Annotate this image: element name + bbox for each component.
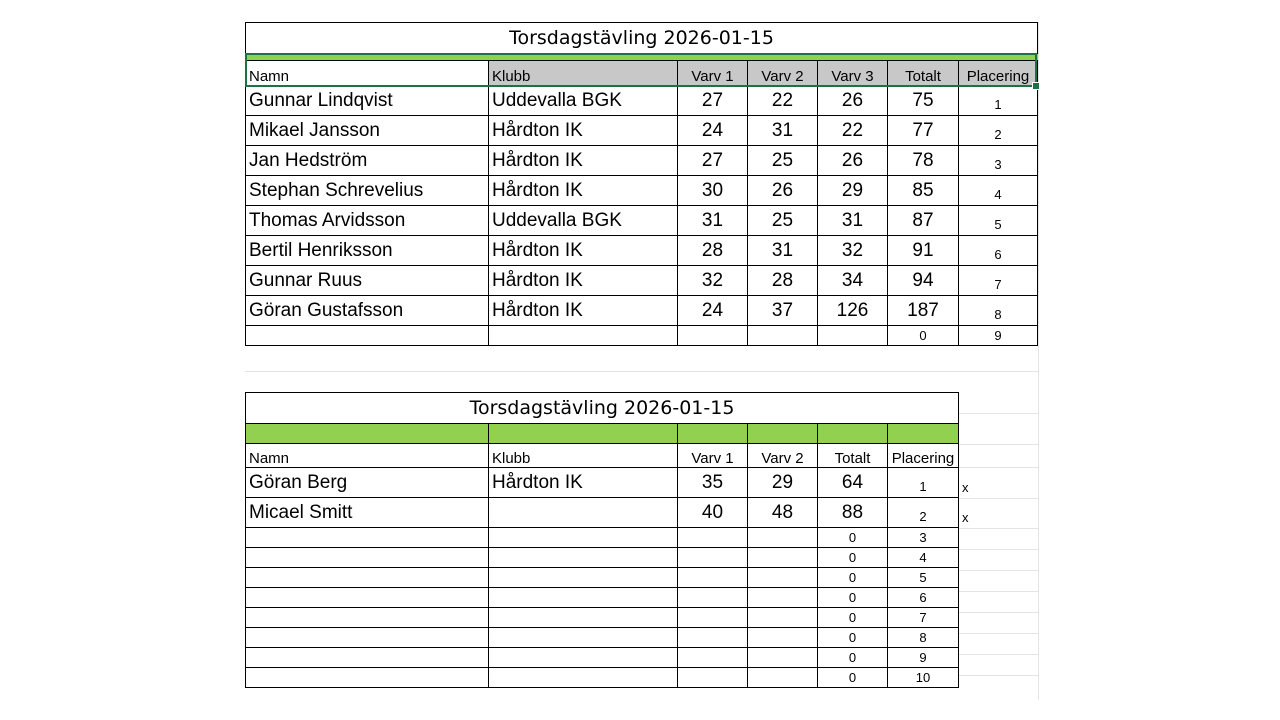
table2-header-cell[interactable]: Placering [888, 444, 959, 468]
table1-cell[interactable]: 4 [959, 176, 1038, 206]
gridline [245, 371, 1039, 372]
table2-cell[interactable] [678, 648, 748, 668]
table2-cell[interactable]: 6 [888, 588, 959, 608]
gridline [1038, 22, 1039, 700]
table2-cell[interactable] [678, 528, 748, 548]
table-row [246, 548, 959, 568]
gridline [959, 549, 1039, 550]
table1-cell[interactable]: 28 [748, 266, 818, 296]
table2-cell[interactable]: 0 [818, 648, 888, 668]
table1-cell[interactable]: Hårdton IK [489, 176, 678, 206]
table2-cell[interactable]: 8 [888, 628, 959, 648]
gridline [959, 467, 1039, 468]
table2-cell[interactable] [748, 548, 818, 568]
table1-cell[interactable]: Gunnar Lindqvist [246, 86, 489, 116]
table2-cell[interactable]: 0 [818, 628, 888, 648]
table1-cell[interactable]: 30 [678, 176, 748, 206]
table2-green-cell[interactable] [489, 424, 678, 444]
table2-green-band [246, 424, 959, 444]
table1-cell[interactable]: 27 [678, 86, 748, 116]
table1-cell[interactable]: 75 [888, 86, 959, 116]
table2-cell[interactable] [748, 648, 818, 668]
table-row [246, 528, 959, 548]
table2-cell[interactable]: 0 [818, 608, 888, 628]
table1-cell[interactable]: Gunnar Ruus [246, 266, 489, 296]
table2-cell[interactable] [748, 608, 818, 628]
table2-cell[interactable] [748, 568, 818, 588]
table2-cell[interactable]: Hårdton IK [489, 468, 678, 498]
table1-cell[interactable]: 22 [818, 116, 888, 146]
table1-cell[interactable]: 34 [818, 266, 888, 296]
row-marker[interactable]: x [962, 510, 969, 525]
table2-cell[interactable] [246, 608, 489, 628]
table1-cell[interactable]: Mikael Jansson [246, 116, 489, 146]
table2-cell[interactable] [678, 548, 748, 568]
table1-cell[interactable]: Hårdton IK [489, 146, 678, 176]
table2-cell[interactable] [489, 648, 678, 668]
table2-cell[interactable] [678, 608, 748, 628]
table2-cell[interactable] [489, 588, 678, 608]
table1-cell[interactable]: 87 [888, 206, 959, 236]
table1-cell[interactable]: 187 [888, 296, 959, 326]
gridline [959, 591, 1039, 592]
table1-cell[interactable]: Stephan Schrevelius [246, 176, 489, 206]
table1-cell[interactable] [748, 326, 818, 346]
table1-cell[interactable]: 28 [678, 236, 748, 266]
table1-cell[interactable]: 94 [888, 266, 959, 296]
table2-cell[interactable]: 4 [888, 548, 959, 568]
table2-cell[interactable] [489, 568, 678, 588]
table2-cell[interactable] [678, 588, 748, 608]
table1-cell[interactable]: 32 [678, 266, 748, 296]
table2-title[interactable]: Torsdagstävling 2026-01-15 [246, 393, 959, 424]
table2-header-cell[interactable]: Varv 1 [678, 444, 748, 468]
table2-cell[interactable]: 0 [818, 568, 888, 588]
table1-cell[interactable]: Jan Hedström [246, 146, 489, 176]
table2-cell[interactable]: 5 [888, 568, 959, 588]
results-table-2 [245, 392, 959, 688]
table1-cell[interactable]: 91 [888, 236, 959, 266]
table2-cell[interactable] [748, 528, 818, 548]
table1-header-row [246, 61, 1038, 86]
table2-cell[interactable] [748, 588, 818, 608]
table-row [246, 588, 959, 608]
table-row [246, 668, 959, 688]
results-table-1 [245, 22, 1038, 346]
table2-cell[interactable]: 0 [818, 528, 888, 548]
table2-header-cell[interactable]: Varv 2 [748, 444, 818, 468]
table2-cell[interactable] [246, 588, 489, 608]
table1-cell[interactable]: 85 [888, 176, 959, 206]
table2-cell[interactable] [489, 498, 678, 528]
table1-title[interactable]: Torsdagstävling 2026-01-15 [246, 23, 1038, 54]
table1-cell[interactable]: 0 [888, 326, 959, 346]
table1-cell[interactable]: 26 [748, 176, 818, 206]
table2-cell[interactable]: 35 [678, 468, 748, 498]
table2-cell[interactable] [489, 668, 678, 688]
table2-cell[interactable]: 3 [888, 528, 959, 548]
table2-cell[interactable]: Göran Berg [246, 468, 489, 498]
table1-cell[interactable]: 37 [748, 296, 818, 326]
table1-cell[interactable] [818, 326, 888, 346]
table1-header-cell[interactable]: Placering [959, 61, 1038, 86]
table-row [246, 116, 1038, 146]
table1-cell[interactable]: Hårdton IK [489, 116, 678, 146]
table2-cell[interactable]: 40 [678, 498, 748, 528]
table1-header-cell[interactable]: Varv 2 [748, 61, 818, 86]
table-row [246, 498, 959, 528]
gridline [959, 570, 1039, 571]
table1-cell[interactable]: 9 [959, 326, 1038, 346]
table-row [246, 326, 1038, 346]
table2-cell[interactable]: 9 [888, 648, 959, 668]
table1-cell[interactable]: 22 [748, 86, 818, 116]
table2-cell[interactable] [246, 648, 489, 668]
table1-cell[interactable]: 6 [959, 236, 1038, 266]
table1-cell[interactable]: 31 [748, 116, 818, 146]
table2-cell[interactable]: 0 [818, 588, 888, 608]
table1-cell[interactable]: 5 [959, 206, 1038, 236]
table1-cell[interactable]: 29 [818, 176, 888, 206]
table1-cell[interactable]: 3 [959, 146, 1038, 176]
table1-cell[interactable]: 26 [818, 146, 888, 176]
gridline [959, 413, 1039, 414]
table-row [246, 176, 1038, 206]
table2-cell[interactable] [489, 628, 678, 648]
table2-cell[interactable] [748, 668, 818, 688]
table-row [246, 608, 959, 628]
table1-cell[interactable]: 77 [888, 116, 959, 146]
table2-green-cell[interactable] [678, 424, 748, 444]
table1-header-cell[interactable]: Namn [246, 61, 489, 86]
gridline [959, 444, 1039, 445]
table1-header-cell[interactable]: Varv 1 [678, 61, 748, 86]
table1-green-band[interactable] [246, 54, 1038, 61]
table2-cell[interactable] [748, 628, 818, 648]
table2-header-row [246, 444, 959, 468]
table2-header-cell[interactable]: Klubb [489, 444, 678, 468]
table2-cell[interactable]: Micael Smitt [246, 498, 489, 528]
table2-cell[interactable] [678, 628, 748, 648]
table1-cell[interactable]: 31 [748, 236, 818, 266]
table-row [246, 146, 1038, 176]
table1-cell[interactable]: 8 [959, 296, 1038, 326]
table1-cell[interactable] [489, 326, 678, 346]
table1-cell[interactable]: 26 [818, 86, 888, 116]
table2-cell[interactable] [246, 628, 489, 648]
table2-cell[interactable]: 88 [818, 498, 888, 528]
table-row [246, 296, 1038, 326]
table2-green-cell[interactable] [246, 424, 489, 444]
table1-cell[interactable]: 78 [888, 146, 959, 176]
table-row [246, 568, 959, 588]
table1-cell[interactable]: 24 [678, 116, 748, 146]
table-row [246, 628, 959, 648]
table1-cell[interactable]: 7 [959, 266, 1038, 296]
table1-cell[interactable]: Uddevalla BGK [489, 206, 678, 236]
table2-green-cell[interactable] [888, 424, 959, 444]
table1-cell[interactable]: Göran Gustafsson [246, 296, 489, 326]
table1-cell[interactable]: Bertil Henriksson [246, 236, 489, 266]
table2-cell[interactable] [246, 528, 489, 548]
table2-cell[interactable]: 7 [888, 608, 959, 628]
table-row [246, 206, 1038, 236]
gridline [959, 498, 1039, 499]
gridline [959, 612, 1039, 613]
table1-cell[interactable]: Thomas Arvidsson [246, 206, 489, 236]
table1-cell[interactable]: 27 [678, 146, 748, 176]
table2-green-cell[interactable] [818, 424, 888, 444]
table1-cell[interactable] [246, 326, 489, 346]
table2-cell[interactable]: 0 [818, 668, 888, 688]
table2-cell[interactable]: 29 [748, 468, 818, 498]
table1-cell[interactable] [678, 326, 748, 346]
gridline [959, 675, 1039, 676]
gridline [959, 654, 1039, 655]
table2-cell[interactable] [678, 568, 748, 588]
table1-header-cell[interactable]: Klubb [489, 61, 678, 86]
table1-cell[interactable]: 32 [818, 236, 888, 266]
table1-cell[interactable]: 2 [959, 116, 1038, 146]
gridline [959, 528, 1039, 529]
table-row [246, 236, 1038, 266]
table2-cell[interactable]: 2 [888, 498, 959, 528]
table1-cell[interactable]: Hårdton IK [489, 236, 678, 266]
table2-cell[interactable]: 48 [748, 498, 818, 528]
table-row [246, 86, 1038, 116]
table1-cell[interactable]: Uddevalla BGK [489, 86, 678, 116]
table2-cell[interactable] [678, 668, 748, 688]
table1-header-cell[interactable]: Varv 3 [818, 61, 888, 86]
table2-green-cell[interactable] [748, 424, 818, 444]
table1-cell[interactable]: Hårdton IK [489, 296, 678, 326]
table2-cell[interactable]: 10 [888, 668, 959, 688]
table2-cell[interactable] [489, 548, 678, 568]
table-row [246, 648, 959, 668]
table1-cell[interactable]: Hårdton IK [489, 266, 678, 296]
table1-cell[interactable]: 31 [818, 206, 888, 236]
table2-cell[interactable]: 1 [888, 468, 959, 498]
table2-header-cell[interactable]: Namn [246, 444, 489, 468]
table1-cell[interactable]: 126 [818, 296, 888, 326]
table2-cell[interactable] [489, 528, 678, 548]
table2-cell[interactable] [246, 548, 489, 568]
table2-cell[interactable] [246, 668, 489, 688]
table2-cell[interactable] [489, 608, 678, 628]
table-row [246, 468, 959, 498]
table2-cell[interactable]: 0 [818, 548, 888, 568]
table1-cell[interactable]: 31 [678, 206, 748, 236]
table1-header-cell[interactable]: Totalt [888, 61, 959, 86]
table2-header-cell[interactable]: Totalt [818, 444, 888, 468]
table1-cell[interactable]: 24 [678, 296, 748, 326]
table2-cell[interactable]: 64 [818, 468, 888, 498]
table1-cell[interactable]: 25 [748, 206, 818, 236]
row-marker[interactable]: x [962, 480, 969, 495]
table-row [246, 266, 1038, 296]
table1-cell[interactable]: 25 [748, 146, 818, 176]
table1-cell[interactable]: 1 [959, 86, 1038, 116]
table2-cell[interactable] [246, 568, 489, 588]
gridline [959, 633, 1039, 634]
